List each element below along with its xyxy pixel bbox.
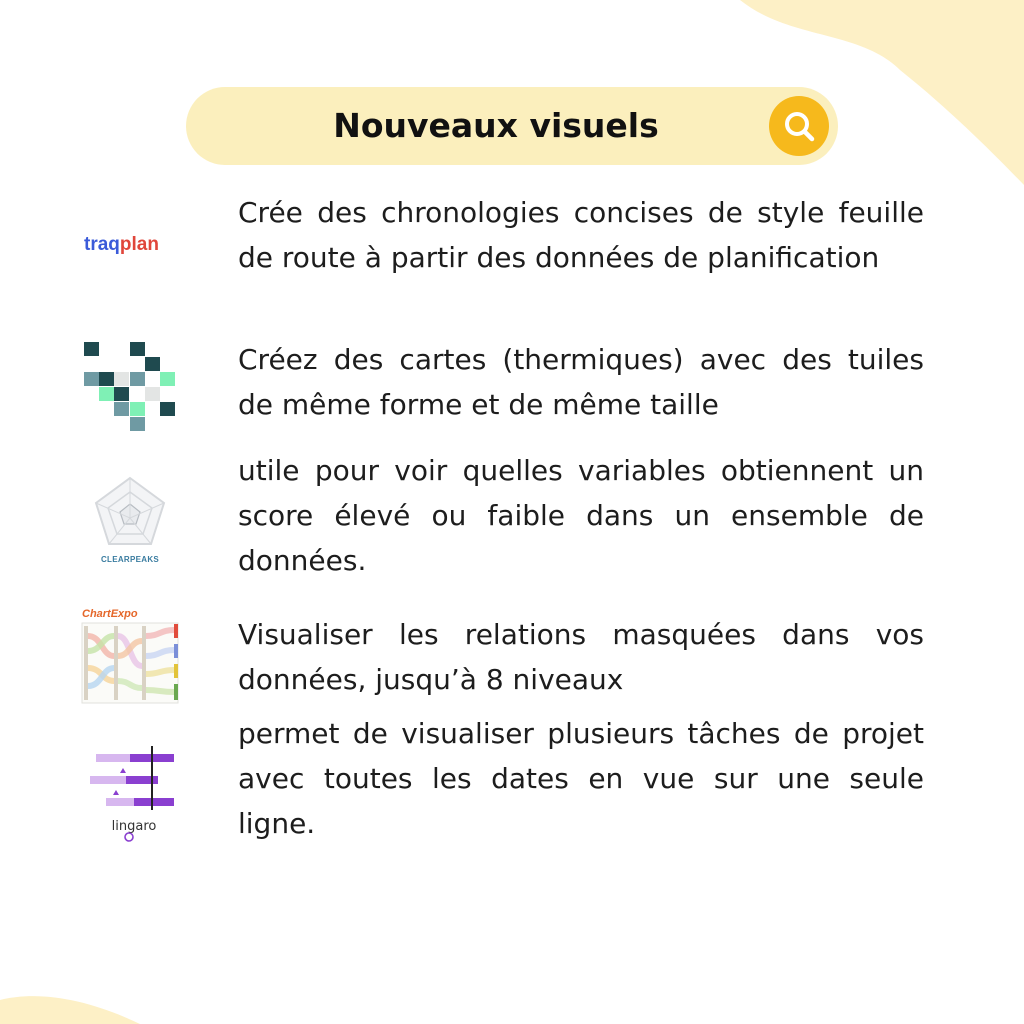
traqplan-logo bbox=[84, 234, 159, 256]
chartexpo-sankey-logo bbox=[80, 606, 188, 706]
item-description-tile-heatmap: Créez des cartes (thermiques) avec des tuiles de même forme et de même taille bbox=[238, 343, 924, 421]
item-description-lingaro: permet de visualiser plusieurs tâches de projet avec toutes les dates en vue sur une seule ligne. bbox=[238, 717, 924, 840]
lingaro-brand: lingaro bbox=[111, 819, 157, 834]
lingaro-gantt-logo bbox=[88, 744, 180, 842]
search-icon bbox=[782, 109, 816, 143]
item-description-chartexpo: Visualiser les relations masquées dans vos données, jusqu’à 8 niveaux bbox=[238, 618, 924, 696]
tile-heatmap-logo bbox=[82, 340, 178, 434]
chartexpo-brand: ChartExpo bbox=[82, 608, 138, 620]
item-description-clearpeaks: utile pour voir quelles variables obtiennent un score élevé ou faible dans un ensemble de données. bbox=[238, 454, 924, 577]
item-description-traqplan: Crée des chronologies concises de style feuille de route à partir des données de planification bbox=[238, 196, 924, 274]
search-button[interactable] bbox=[769, 96, 829, 156]
page-title: Nouveaux visuels bbox=[333, 106, 659, 145]
traqplan-brand-part1: traq bbox=[84, 234, 120, 255]
clearpeaks-radar-logo bbox=[84, 474, 176, 568]
header-bar bbox=[186, 87, 838, 165]
traqplan-brand-part2: plan bbox=[119, 234, 159, 255]
bottom-left-blob bbox=[0, 996, 140, 1024]
clearpeaks-brand: CLEARPEAKS bbox=[100, 555, 160, 564]
